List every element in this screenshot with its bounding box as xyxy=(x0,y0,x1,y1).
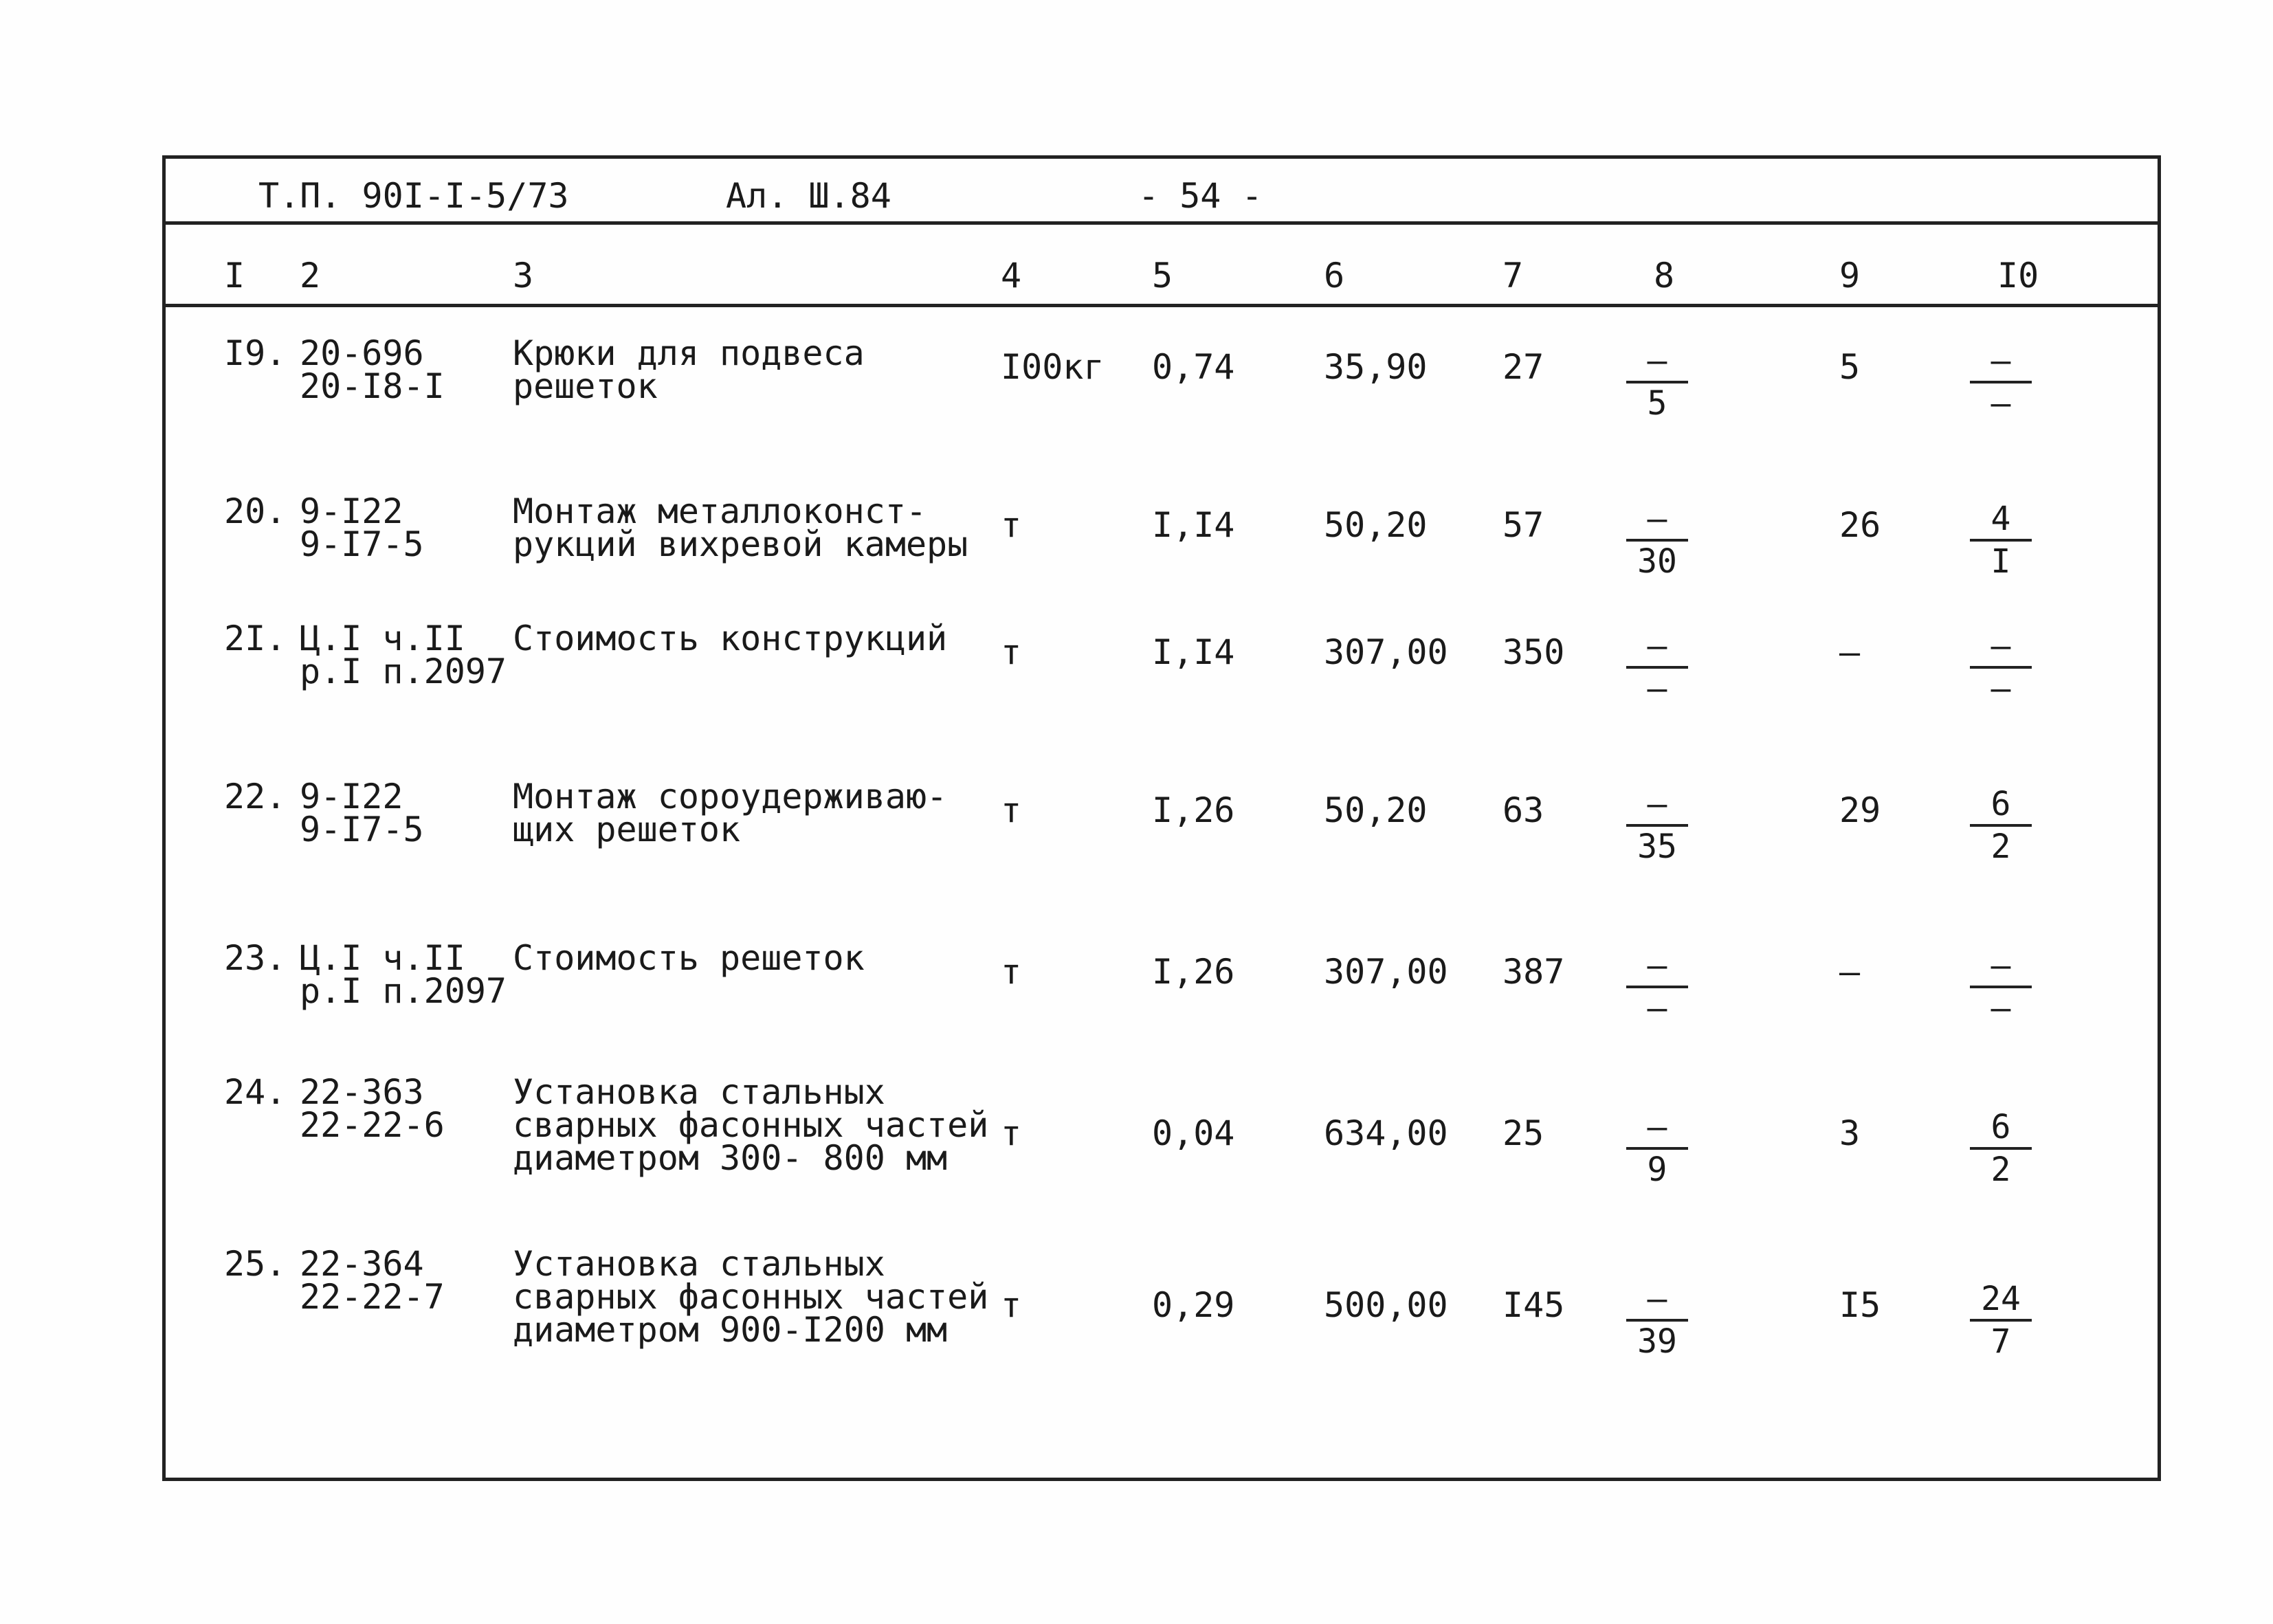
row-total: 350 xyxy=(1503,632,1565,672)
column-number: I xyxy=(224,256,245,296)
row-total: 27 xyxy=(1503,347,1544,387)
row-quantity: I,26 xyxy=(1152,952,1235,992)
row-description: Установка стальных сварных фасонных частей диаметром 900-I200 мм xyxy=(513,1244,989,1350)
row-col8-fraction xyxy=(1626,1110,1688,1187)
row-code: Ц.I ч.II р.I п.2097 xyxy=(300,619,507,691)
row-quantity: I,I4 xyxy=(1152,632,1235,672)
project-code: Т.П. 90I-I-5/73 xyxy=(258,176,569,216)
row-col9: 26 xyxy=(1839,505,1881,545)
row-number: 22. xyxy=(224,777,287,816)
fraction-bottom: – xyxy=(1647,669,1667,708)
fraction-bar xyxy=(1970,1147,2032,1150)
fraction-bar xyxy=(1626,666,1688,669)
fraction-bottom: 35 xyxy=(1637,827,1677,866)
row-quantity: 0,29 xyxy=(1152,1285,1235,1325)
fraction-bar xyxy=(1626,381,1688,383)
fraction-top: – xyxy=(1647,342,1667,380)
row-number: 20. xyxy=(224,491,287,531)
fraction-bar xyxy=(1626,1147,1688,1150)
column-number: 8 xyxy=(1654,256,1675,296)
fraction-bar xyxy=(1626,539,1688,542)
row-unit: т xyxy=(1001,952,1022,992)
row-quantity: I,I4 xyxy=(1152,505,1235,545)
row-col9: 3 xyxy=(1839,1113,1861,1153)
fraction-bottom: – xyxy=(1647,989,1667,1027)
row-number: 24. xyxy=(224,1072,287,1112)
fraction-bottom: 2 xyxy=(1991,827,2011,866)
row-number: 23. xyxy=(224,938,287,978)
fraction-bar xyxy=(1970,666,2032,669)
fraction-top: 4 xyxy=(1991,500,2011,538)
row-code: 22-364 22-22-7 xyxy=(300,1244,445,1317)
column-number: 4 xyxy=(1001,256,1022,296)
fraction-bottom: 7 xyxy=(1991,1322,2011,1361)
row-number: I9. xyxy=(224,333,287,373)
row-col9: 29 xyxy=(1839,790,1881,830)
row-quantity: 0,04 xyxy=(1152,1113,1235,1153)
fraction-bottom: 39 xyxy=(1637,1322,1677,1361)
fraction-top: – xyxy=(1991,627,2011,665)
fraction-top: – xyxy=(1647,500,1667,538)
row-code: 9-I22 9-I7-5 xyxy=(300,777,424,849)
row-col8-fraction xyxy=(1626,948,1688,1025)
row-col8-fraction xyxy=(1626,344,1688,421)
row-unit: I00кг xyxy=(1001,347,1105,387)
fraction-bar xyxy=(1626,824,1688,827)
page-number: - 54 - xyxy=(1138,176,1263,216)
row-col9: – xyxy=(1839,952,1861,992)
row-col10-fraction xyxy=(1970,1110,2032,1187)
row-total: 57 xyxy=(1503,505,1544,545)
row-col8-fraction xyxy=(1626,1282,1688,1359)
row-unit-price: 35,90 xyxy=(1324,347,1428,387)
row-total: 25 xyxy=(1503,1113,1544,1153)
row-number: 25. xyxy=(224,1244,287,1284)
column-number: 6 xyxy=(1324,256,1345,296)
fraction-top: – xyxy=(1647,1280,1667,1318)
album-number: Ал. Ш.84 xyxy=(726,176,891,216)
fraction-bar xyxy=(1970,986,2032,988)
column-header-divider xyxy=(162,304,2161,307)
fraction-bottom: 30 xyxy=(1637,542,1677,581)
fraction-bottom: 5 xyxy=(1647,384,1667,423)
row-code: 20-696 20-I8-I xyxy=(300,333,445,406)
row-col10-fraction xyxy=(1970,344,2032,421)
fraction-bottom: – xyxy=(1991,989,2011,1027)
row-description: Установка стальных сварных фасонных частей диаметром 300- 800 мм xyxy=(513,1072,989,1178)
row-description: Крюки для подвеса решеток xyxy=(513,333,865,406)
row-description: Монтаж металлоконст- рукций вихревой камеры xyxy=(513,491,968,564)
row-unit: т xyxy=(1001,632,1022,672)
row-col10-fraction xyxy=(1970,787,2032,864)
header-divider xyxy=(162,221,2161,225)
row-unit-price: 307,00 xyxy=(1324,952,1448,992)
column-number: 3 xyxy=(513,256,534,296)
row-col10-fraction xyxy=(1970,948,2032,1025)
row-total: 63 xyxy=(1503,790,1544,830)
row-description: Монтаж сороудерживаю- щих решеток xyxy=(513,777,948,849)
fraction-bottom: 2 xyxy=(1991,1150,2011,1189)
fraction-top: 24 xyxy=(1981,1280,2021,1318)
row-code: 22-363 22-22-6 xyxy=(300,1072,445,1145)
row-quantity: I,26 xyxy=(1152,790,1235,830)
fraction-top: – xyxy=(1647,627,1667,665)
column-number: 2 xyxy=(300,256,321,296)
row-col8-fraction xyxy=(1626,629,1688,706)
row-col8-fraction xyxy=(1626,787,1688,864)
fraction-bottom: I xyxy=(1991,542,2011,581)
column-number: 7 xyxy=(1503,256,1524,296)
row-quantity: 0,74 xyxy=(1152,347,1235,387)
fraction-bar xyxy=(1626,1319,1688,1322)
row-col10-fraction xyxy=(1970,502,2032,579)
row-code: 9-I22 9-I7-5 xyxy=(300,491,424,564)
row-unit-price: 500,00 xyxy=(1324,1285,1448,1325)
row-unit: т xyxy=(1001,790,1022,830)
fraction-top: – xyxy=(1991,946,2011,985)
column-number: 9 xyxy=(1839,256,1861,296)
row-unit-price: 307,00 xyxy=(1324,632,1448,672)
fraction-top: – xyxy=(1647,946,1667,985)
row-col10-fraction xyxy=(1970,1282,2032,1359)
row-col8-fraction xyxy=(1626,502,1688,579)
row-col10-fraction xyxy=(1970,629,2032,706)
row-description: Стоимость решеток xyxy=(513,938,865,978)
fraction-bar xyxy=(1970,824,2032,827)
fraction-bottom: – xyxy=(1991,384,2011,423)
fraction-top: 6 xyxy=(1991,785,2011,823)
row-unit: т xyxy=(1001,505,1022,545)
row-unit-price: 634,00 xyxy=(1324,1113,1448,1153)
row-unit-price: 50,20 xyxy=(1324,505,1428,545)
row-code: Ц.I ч.II р.I п.2097 xyxy=(300,938,507,1011)
fraction-top: – xyxy=(1647,785,1667,823)
fraction-bar xyxy=(1970,381,2032,383)
row-unit: т xyxy=(1001,1113,1022,1153)
fraction-bar xyxy=(1626,986,1688,988)
row-col9: – xyxy=(1839,632,1861,672)
column-number: I0 xyxy=(1997,256,2039,296)
fraction-top: 6 xyxy=(1991,1108,2011,1146)
fraction-bottom: – xyxy=(1991,669,2011,708)
row-total: I45 xyxy=(1503,1285,1565,1325)
fraction-bar xyxy=(1970,1319,2032,1322)
row-number: 2I. xyxy=(224,619,287,658)
row-col9: I5 xyxy=(1839,1285,1881,1325)
fraction-top: – xyxy=(1991,342,2011,380)
row-col9: 5 xyxy=(1839,347,1861,387)
fraction-bottom: 9 xyxy=(1647,1150,1667,1189)
fraction-top: – xyxy=(1647,1108,1667,1146)
row-unit-price: 50,20 xyxy=(1324,790,1428,830)
row-total: 387 xyxy=(1503,952,1565,992)
fraction-bar xyxy=(1970,539,2032,542)
row-description: Стоимость конструкций xyxy=(513,619,948,658)
row-unit: т xyxy=(1001,1285,1022,1325)
column-number: 5 xyxy=(1152,256,1173,296)
